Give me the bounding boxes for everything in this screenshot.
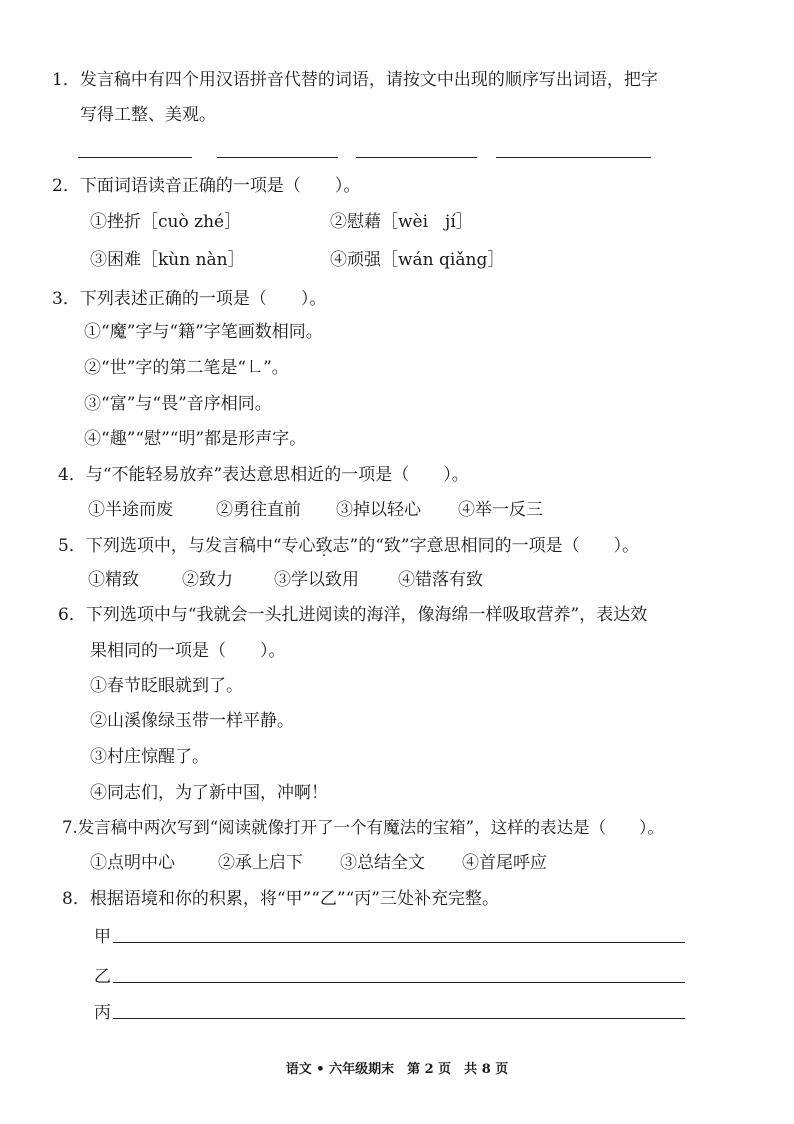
q5-stem-part-a: 5．下列选项中，与发言稿中“专心 [58,536,316,556]
q6-option-2: ②山溪像绿玉带一样平静。 [90,711,294,731]
q7-option-4: ④首尾呼应 [462,853,547,873]
q7-option-3: ③总结全文 [340,853,425,873]
q5-option-2: ②致力 [182,570,233,590]
q7-option-1: ①点明中心 [90,853,175,873]
q4-option-2: ②勇往直前 [216,500,301,520]
q3-option-4: ④“趣”“慰”“明”都是形声字。 [84,429,307,449]
q5-stem [58,534,639,558]
q1-stem-line1: 1．发言稿中有四个用汉语拼音代替的词语，请按文中出现的顺序写出词语，把字 [52,70,658,90]
q1-answer-blank-1[interactable] [78,157,192,158]
q8-label-yi: 乙 [94,967,111,987]
q3-stem: 3．下列表述正确的一项是（ ）。 [52,289,327,309]
q6-option-4: ④同志们，为了新中国，冲啊！ [90,783,328,803]
q2-option-2: ②慰藉［wèi jí］ [330,212,473,232]
q6-stem-line1: 6．下列选项中与“我就会一头扎进阅读的海洋，像海绵一样吸取营养”，表达效 [58,605,648,625]
q2-stem: 2．下面词语读音正确的一项是（ ）。 [52,176,361,196]
q7-stem: 7.发言稿中两次写到“阅读就像打开了一个有魔法的宝箱”，这样的表达是（ ）。 [62,818,664,837]
q4-option-3: ③掉以轻心 [336,500,421,520]
q5-option-4: ④错落有致 [398,570,483,590]
q8-fill-row-yi [94,962,685,987]
q1-answer-blank-2[interactable] [217,157,338,158]
q4-option-1: ①半途而废 [88,500,173,520]
q6-option-3: ③村庄惊醒了。 [90,747,209,767]
q8-label-jia: 甲 [94,927,111,947]
q8-fill-row-jia [94,922,685,947]
q2-option-4: ④顽强［wán qiǎng］ [330,250,505,270]
q4-stem: 4．与“不能轻易放弃”表达意思相近的一项是（ ）。 [58,465,469,485]
q8-answer-line-bing[interactable] [113,1018,685,1019]
q8-answer-line-jia[interactable] [113,942,685,943]
q6-stem-line2: 果相同的一项是（ ）。 [90,641,286,661]
q5-stem-part-b: 志”的“致”字意思相同的一项是（ ）。 [332,536,640,556]
q5-option-1: ①精致 [88,570,139,590]
q3-option-2: ②“世”字的第二笔是“㇗”。 [84,358,289,378]
q3-option-3: ③“富”与“畏”音序相同。 [84,394,272,414]
q1-answer-blank-4[interactable] [496,157,651,158]
q5-stem-emphasized-char: 致 [315,536,333,556]
q8-stem: 8．根据语境和你的积累，将“甲”“乙”“丙”三处补充完整。 [62,889,499,909]
page-footer: 语文 • 六年级期末 第 2 页 共 8 页 [285,1062,509,1077]
q2-option-3: ③困难［kùn nàn］ [90,250,245,270]
q2-option-1: ①挫折［cuò zhé］ [90,212,242,232]
q1-stem-line2: 写得工整、美观。 [80,105,216,125]
q8-answer-line-yi[interactable] [113,982,685,983]
q3-option-1: ①“魔”字与“籍”字笔画数相同。 [84,322,323,342]
q7-option-2: ②承上启下 [218,853,303,873]
q8-label-bing: 丙 [94,1003,111,1023]
q8-fill-row-bing [94,998,685,1023]
q5-option-3: ③学以致用 [274,570,359,590]
q4-option-4: ④举一反三 [458,500,543,520]
q6-option-1: ①春节眨眼就到了。 [90,676,243,696]
q1-answer-blank-3[interactable] [356,157,477,158]
